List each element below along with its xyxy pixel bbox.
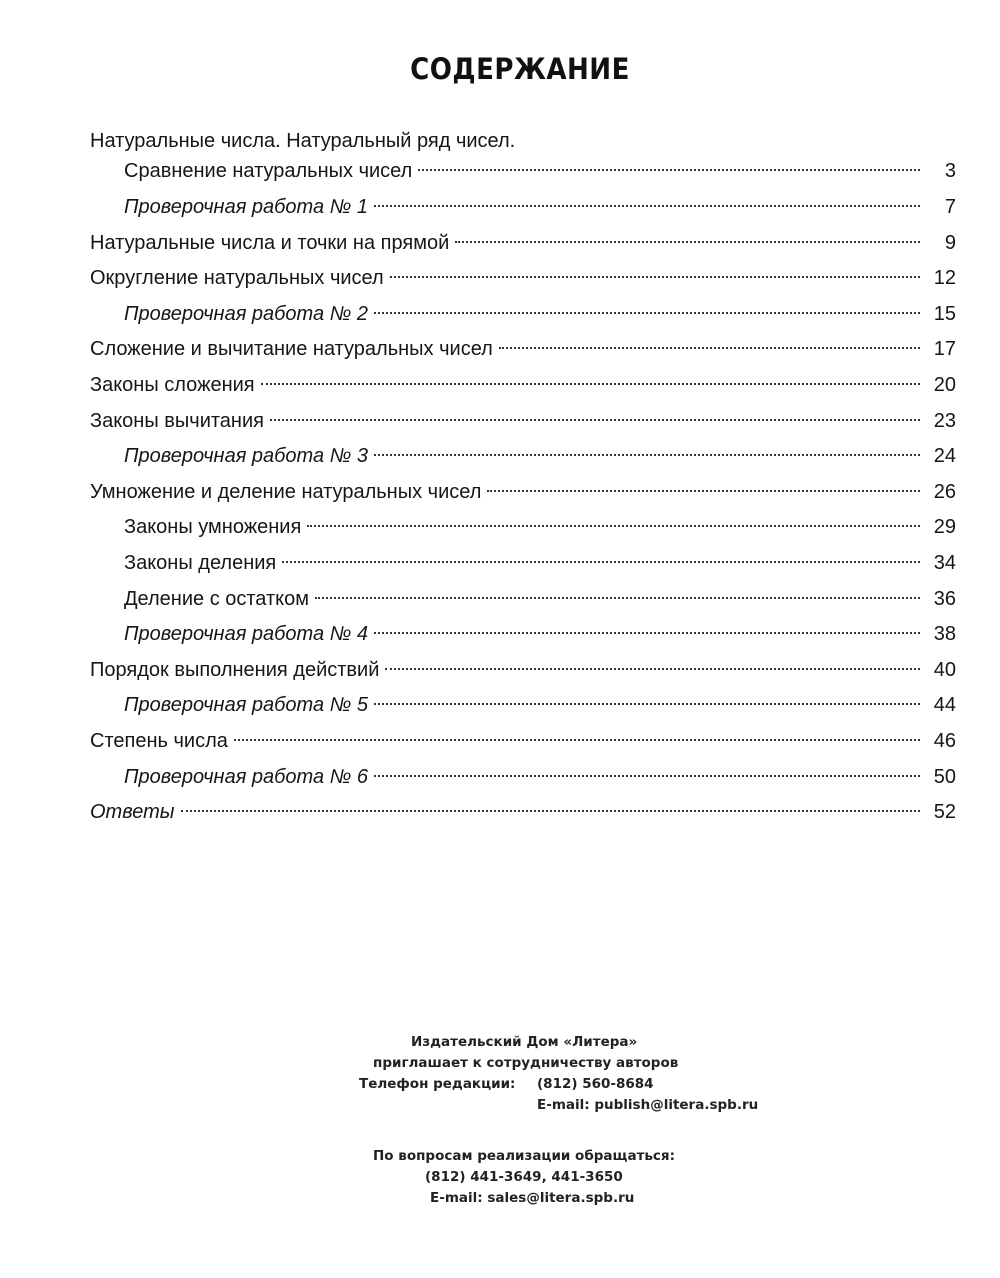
dot-leader xyxy=(261,383,920,385)
dot-leader xyxy=(374,703,920,705)
toc-entry-label: Натуральные числа и точки на прямой xyxy=(90,231,450,254)
toc-entry[interactable] xyxy=(90,724,956,760)
dot-leader xyxy=(418,169,920,171)
dot-leader xyxy=(307,525,920,527)
toc-entry-page: 26 xyxy=(933,480,956,503)
dot-leader xyxy=(282,561,920,563)
toc-entry-page: 50 xyxy=(933,765,956,788)
toc-entry-label: Проверочная работа № 5 xyxy=(124,694,369,717)
toc-entry-page: 24 xyxy=(933,445,956,468)
toc-entry[interactable] xyxy=(90,653,956,689)
dot-leader xyxy=(390,276,920,278)
toc-entry[interactable] xyxy=(90,760,956,796)
invite-text: приглашает к сотрудничеству авторов xyxy=(373,1055,679,1071)
toc-entry[interactable] xyxy=(90,439,956,475)
page-title: СОДЕРЖАНИЕ xyxy=(410,52,630,86)
toc-entry[interactable] xyxy=(90,368,956,404)
table-of-contents xyxy=(90,126,956,831)
toc-entry-page: 44 xyxy=(933,694,956,717)
dot-leader xyxy=(181,810,921,812)
sales-heading: По вопросам реализации обращаться: xyxy=(373,1148,675,1164)
dot-leader xyxy=(270,419,920,421)
toc-entry-label: Порядок выполнения действий xyxy=(90,658,380,681)
toc-entry-page: 52 xyxy=(933,801,956,824)
toc-entry[interactable] xyxy=(90,617,956,653)
phone-label: Телефон редакции: xyxy=(359,1076,516,1092)
toc-entry-label: Проверочная работа № 2 xyxy=(124,302,369,325)
toc-entry-label: Степень числа xyxy=(90,729,228,752)
publisher-name: Издательский Дом «Литера» xyxy=(411,1034,638,1050)
toc-entry-label: Сложение и вычитание натуральных чисел xyxy=(90,338,493,361)
toc-entry[interactable] xyxy=(90,261,956,297)
dot-leader xyxy=(374,312,920,314)
dot-leader xyxy=(455,241,920,243)
phone-value: (812) 560-8684 xyxy=(537,1076,654,1092)
toc-entry-label: Проверочная работа № 3 xyxy=(124,445,369,468)
toc-entry[interactable] xyxy=(90,156,956,190)
toc-entry-label: Законы умножения xyxy=(124,516,302,539)
toc-entry-label: Умножение и деление натуральных чисел xyxy=(90,480,482,503)
toc-entry-page: 40 xyxy=(933,658,956,681)
toc-entry-label: Законы вычитания xyxy=(90,409,264,432)
toc-entry-label: Проверочная работа № 1 xyxy=(124,196,369,218)
toc-entry-label: Проверочная работа № 4 xyxy=(124,623,369,646)
toc-entry-page: 23 xyxy=(933,409,956,432)
dot-leader xyxy=(487,490,920,492)
toc-entry-label: Законы сложения xyxy=(90,373,255,396)
toc-entry[interactable] xyxy=(90,190,956,226)
dot-leader xyxy=(234,739,920,741)
toc-entry-page: 15 xyxy=(933,302,956,325)
toc-entry-page: 38 xyxy=(933,623,956,646)
toc-entry[interactable] xyxy=(90,582,956,618)
toc-entry-label: Округление натуральных чисел xyxy=(90,267,384,290)
dot-leader xyxy=(499,347,920,349)
sales-phones: (812) 441-3649, 441-3650 xyxy=(425,1169,623,1185)
toc-entry[interactable] xyxy=(90,475,956,511)
toc-entry-label: Сравнение натуральных чисел xyxy=(124,160,413,182)
toc-entry-label: Ответы xyxy=(90,801,175,824)
toc-entry[interactable] xyxy=(90,795,956,831)
toc-entry-page: 7 xyxy=(944,196,956,218)
toc-entry[interactable] xyxy=(90,226,956,262)
toc-entry-page: 9 xyxy=(944,231,956,254)
toc-entry-label: Проверочная работа № 6 xyxy=(124,765,369,788)
toc-entry-page: 29 xyxy=(933,516,956,539)
toc-entry-page: 3 xyxy=(944,160,956,182)
toc-heading-line: Натуральные числа. Натуральный ряд чисел. xyxy=(90,130,516,152)
dot-leader xyxy=(374,632,920,634)
toc-entry[interactable] xyxy=(90,332,956,368)
dot-leader xyxy=(374,775,920,777)
toc-entry-page: 17 xyxy=(933,338,956,361)
editorial-email[interactable]: E-mail: publish@litera.spb.ru xyxy=(537,1097,759,1113)
dot-leader xyxy=(374,454,920,456)
toc-entry[interactable] xyxy=(90,404,956,440)
toc-entry-page: 34 xyxy=(933,551,956,574)
toc-entry[interactable] xyxy=(90,688,956,724)
toc-entry[interactable] xyxy=(90,546,956,582)
toc-entry-page: 12 xyxy=(933,267,956,290)
toc-entry[interactable] xyxy=(90,297,956,333)
toc-entry[interactable] xyxy=(90,510,956,546)
toc-entry-page: 46 xyxy=(933,729,956,752)
dot-leader xyxy=(374,205,920,207)
dot-leader xyxy=(315,597,920,599)
toc-entry-label: Деление с остатком xyxy=(124,587,309,610)
dot-leader xyxy=(385,668,920,670)
sales-email[interactable]: E-mail: sales@litera.spb.ru xyxy=(430,1190,635,1206)
toc-entry-page: 36 xyxy=(933,587,956,610)
toc-entry-label: Законы деления xyxy=(124,551,277,574)
toc-entry-page: 20 xyxy=(933,373,956,396)
